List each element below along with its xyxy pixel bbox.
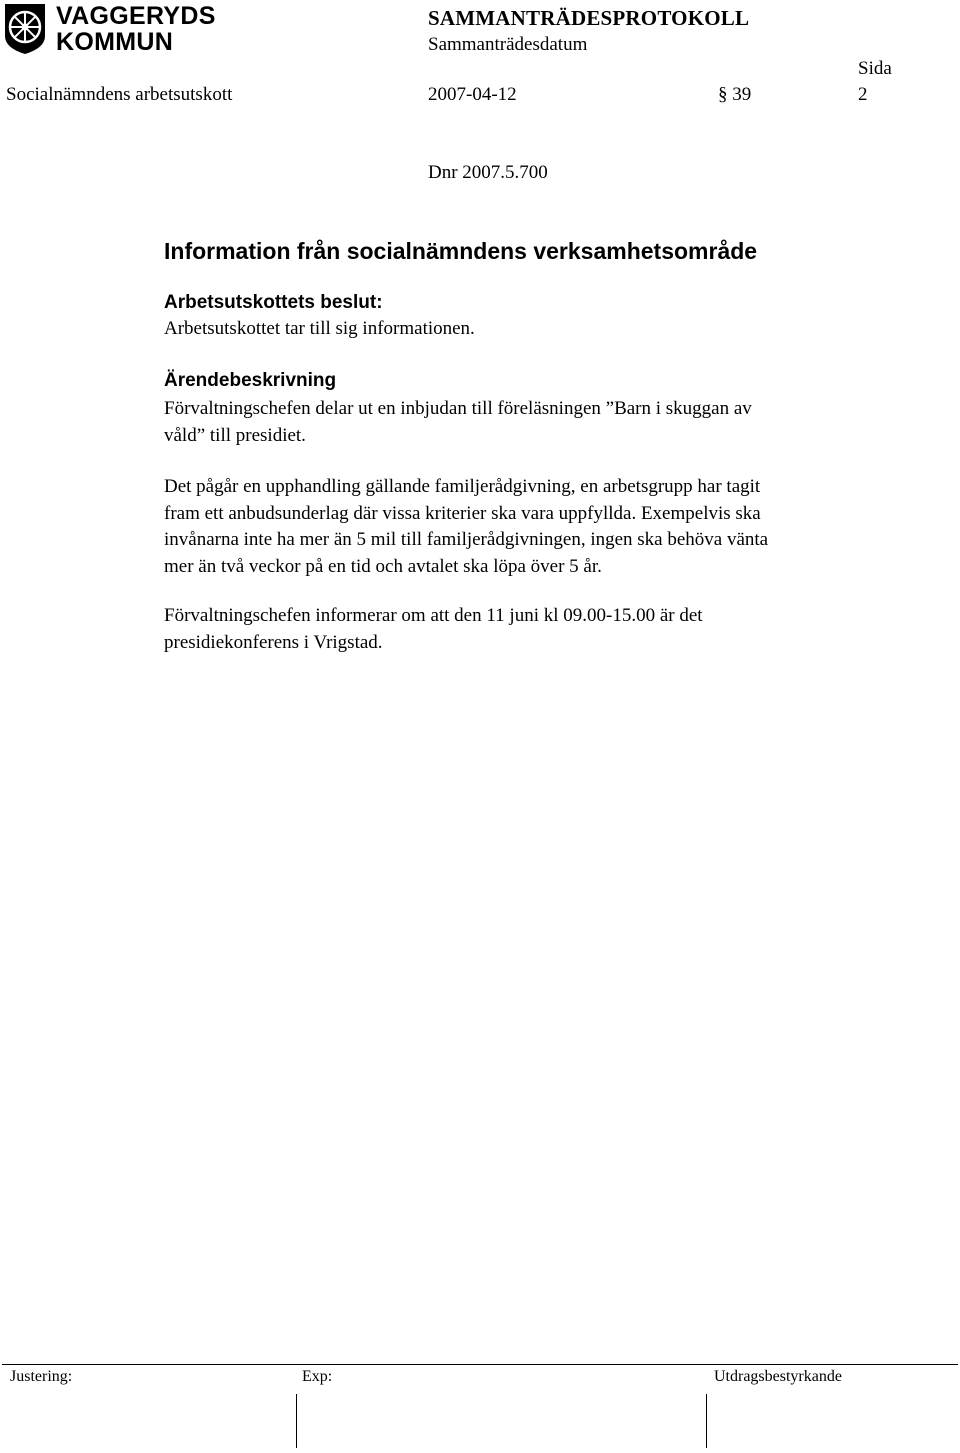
paragraph	[164, 396, 904, 449]
logo-text-kommun: KOMMUN	[56, 28, 174, 56]
meeting-date: 2007-04-12	[428, 84, 517, 105]
paragraph-line: Förvaltningschefen informerar om att den 11 juni kl 09.00-15.00 är det	[164, 605, 703, 626]
signature-field-divider	[296, 1394, 297, 1448]
section-number: § 39	[718, 84, 752, 105]
decision-text: Arbetsutskottet tar till sig informationen.	[164, 318, 475, 339]
page-number: 2	[858, 84, 868, 105]
paragraph-line: Förvaltningschefen delar ut en inbjudan till föreläsningen ”Barn i skuggan av	[164, 398, 752, 419]
page-label: Sida	[858, 58, 892, 79]
paragraph	[164, 474, 904, 580]
justering-label: Justering:	[10, 1368, 73, 1385]
description-heading: Ärendebeskrivning	[164, 370, 337, 391]
item-heading: Information från socialnämndens verksamhetsområde	[164, 238, 758, 264]
paragraph-line: våld” till presidiet.	[164, 424, 306, 446]
signature-field-divider	[706, 1394, 707, 1448]
paragraph-line: Det pågår en upphandling gällande familjerådgivning, en arbetsgrupp har tagit	[164, 476, 761, 497]
logo-text-vaggeryds: VAGGERYDS	[56, 2, 216, 30]
paragraph	[164, 603, 904, 656]
municipality-wheel-logo	[2, 2, 48, 56]
exp-label: Exp:	[302, 1368, 333, 1385]
footer-divider	[2, 1364, 958, 1365]
utdrag-label: Utdragsbestyrkande	[714, 1368, 842, 1385]
diary-number: Dnr 2007.5.700	[428, 162, 548, 183]
meeting-date-label: Sammanträdesdatum	[428, 34, 588, 55]
committee-name: Socialnämndens arbetsutskott	[6, 84, 233, 105]
paragraph-line: mer än två veckor på en tid och avtalet ska löpa över 5 år.	[164, 555, 602, 577]
decision-heading: Arbetsutskottets beslut:	[164, 292, 383, 313]
paragraph-line: fram ett anbudsunderlag där vissa kriterier ska vara uppfyllda. Exempelvis ska	[164, 502, 761, 524]
paragraph-line: presidiekonferens i Vrigstad.	[164, 631, 383, 653]
document-type: SAMMANTRÄDESPROTOKOLL	[428, 6, 750, 30]
paragraph-line: invånarna inte ha mer än 5 mil till familjerådgivningen, ingen ska behöva vänta	[164, 529, 769, 550]
